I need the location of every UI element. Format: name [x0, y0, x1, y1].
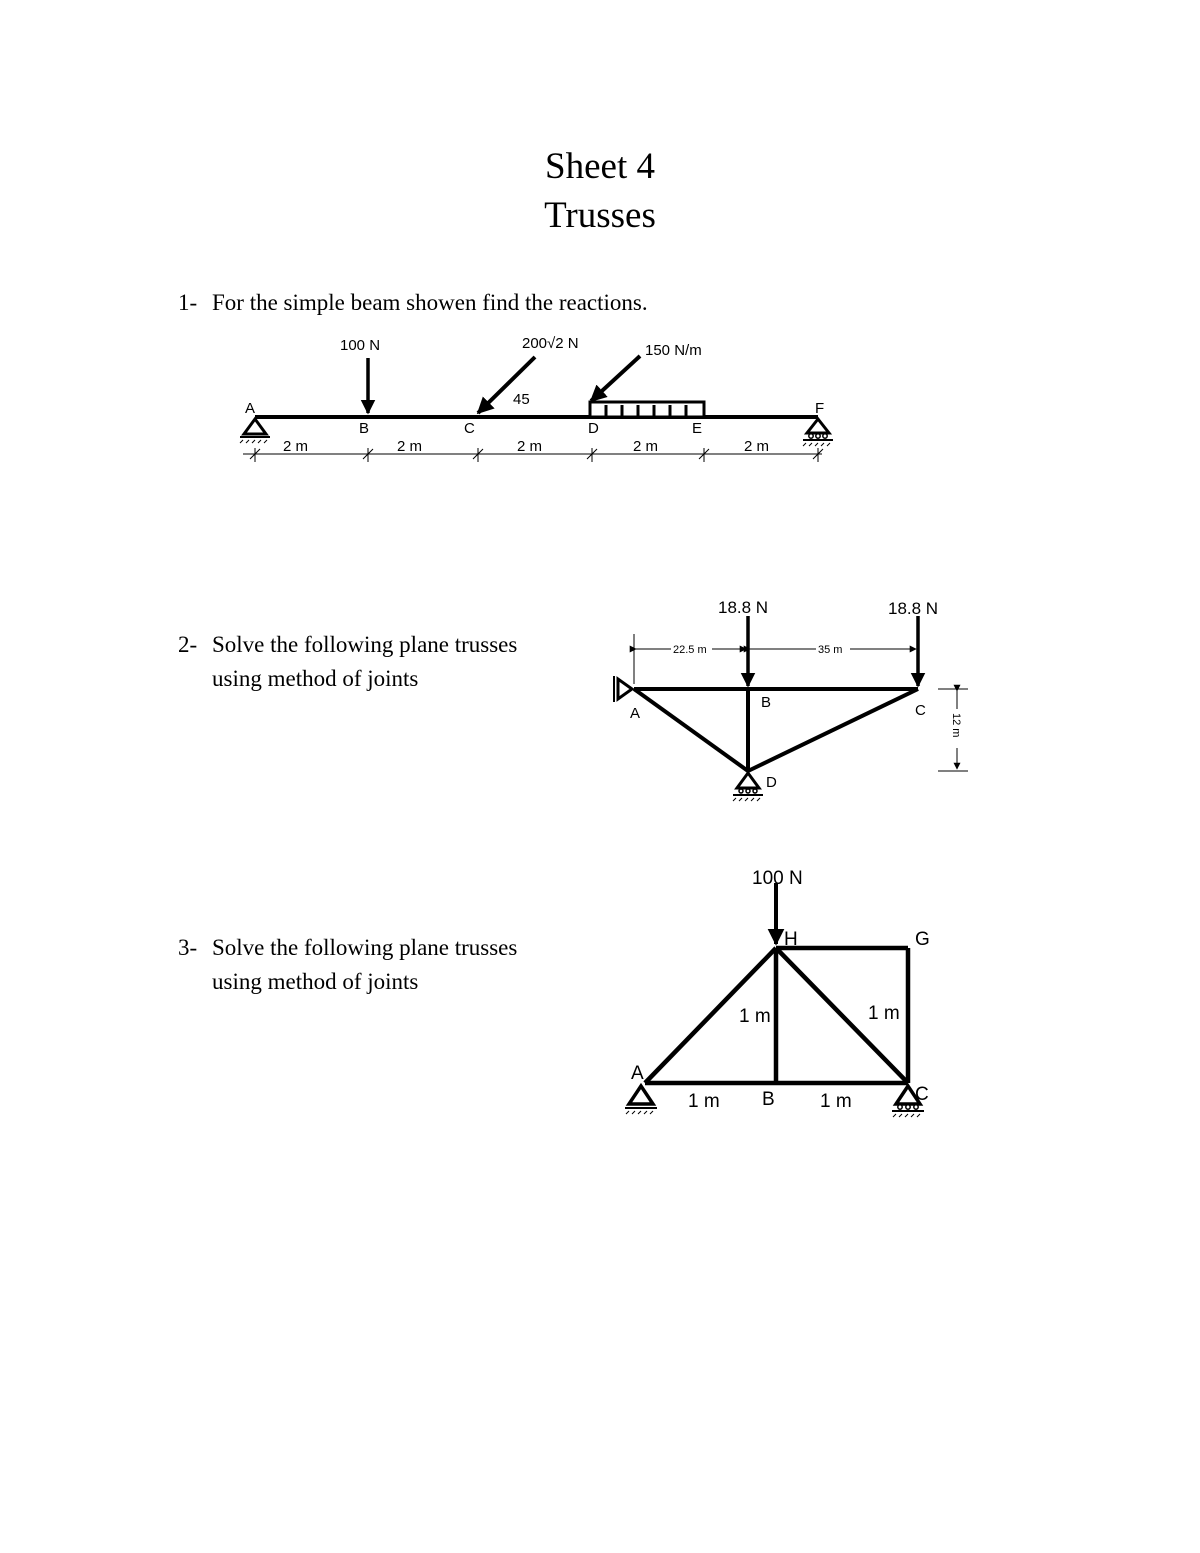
- joint-h-label: H: [784, 929, 798, 950]
- problem-2-text-line2: using method of joints: [212, 666, 419, 691]
- load-b-label: 18.8 N: [718, 598, 769, 617]
- problem-1-number: 1-: [178, 290, 198, 315]
- truss-2-figure: [614, 598, 968, 801]
- joint-c-label: C: [464, 420, 475, 437]
- point-load-label: 100 N: [340, 337, 381, 354]
- problem-2-number: 2-: [178, 632, 198, 657]
- span-label-ef: 2 m: [744, 438, 770, 455]
- support-a-icon: [625, 1086, 657, 1114]
- truss-2-horizontal-dimensions: [634, 634, 916, 684]
- load-c-label: 18.8 N: [888, 599, 939, 618]
- dim-bc-label: 1 m: [820, 1091, 852, 1112]
- span-label-bc: 2 m: [397, 438, 423, 455]
- inclined-load-label: 200√2 N: [522, 335, 579, 352]
- dim-ab-label: 22.5 m: [673, 644, 707, 656]
- problem-3-text-line1: Solve the following plane trusses: [212, 935, 518, 960]
- problem-3-number: 3-: [178, 935, 198, 960]
- angle-label: 45: [513, 391, 530, 408]
- joint-c-label: C: [915, 702, 926, 719]
- distributed-load-label: 150 N/m: [645, 342, 702, 359]
- span-label-de: 2 m: [633, 438, 659, 455]
- span-label-cd: 2 m: [517, 438, 543, 455]
- problem-3-text-line2: using method of joints: [212, 969, 419, 994]
- beam-figure: [240, 335, 833, 462]
- joint-b-label: B: [762, 1089, 775, 1110]
- sheet-title: Sheet 4: [545, 146, 655, 187]
- joint-a-label: A: [631, 1063, 644, 1084]
- support-a-icon: [240, 419, 270, 443]
- joint-b-label: B: [761, 694, 772, 711]
- joint-b-label: B: [359, 420, 370, 437]
- dim-height-label: 12 m: [950, 713, 962, 738]
- joint-c-label: C: [915, 1084, 929, 1105]
- support-d-icon: [733, 773, 763, 801]
- problem-2-text-line1: Solve the following plane trusses: [212, 632, 518, 657]
- dim-height-left-label: 1 m: [739, 1006, 771, 1027]
- joint-a-label: A: [630, 705, 641, 722]
- joint-e-label: E: [692, 420, 703, 437]
- sheet-subtitle: Trusses: [544, 195, 656, 236]
- member-cd: [748, 689, 918, 771]
- truss-3-figure: [625, 868, 930, 1117]
- dim-bc-label: 35 m: [818, 644, 843, 656]
- support-f-icon: [803, 419, 833, 446]
- joint-d-label: D: [766, 774, 777, 791]
- joint-f-label: F: [815, 400, 825, 417]
- dim-ab-label: 1 m: [688, 1091, 720, 1112]
- problem-1-text: For the simple beam showen find the reactions.: [212, 290, 648, 315]
- joint-d-label: D: [588, 420, 599, 437]
- joint-a-label: A: [245, 400, 256, 417]
- joint-g-label: G: [915, 929, 930, 950]
- distributed-load-arrow: [591, 356, 640, 401]
- span-label-ab: 2 m: [283, 438, 309, 455]
- member-ad: [634, 689, 748, 771]
- distributed-load-block: [590, 402, 704, 417]
- dim-height-right-label: 1 m: [868, 1003, 900, 1024]
- support-a-icon: [614, 676, 632, 702]
- load-h-label: 100 N: [752, 868, 803, 889]
